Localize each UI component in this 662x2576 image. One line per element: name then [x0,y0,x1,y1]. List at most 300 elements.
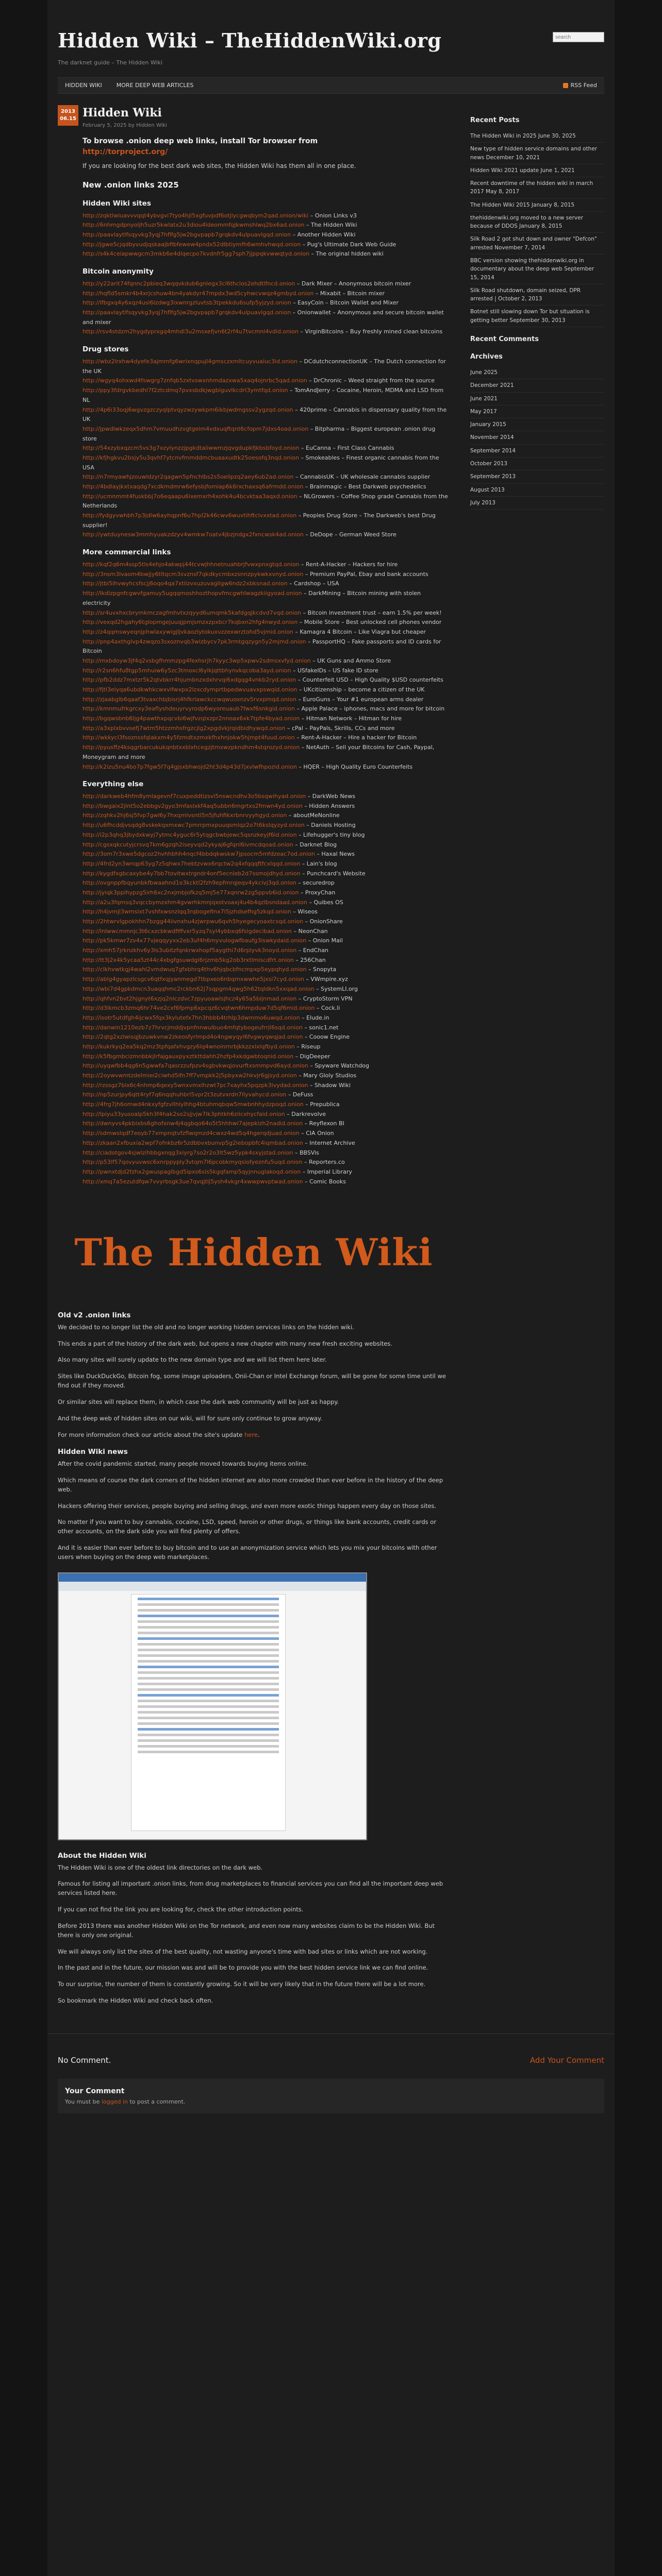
onion-link-description: – Daniels Hosting [306,822,356,829]
onion-link[interactable]: http://jgwe5cjqdbyvudjqskaajbfibfewew4pndx52dlbtiymfh6wmhvhwqd.onion [82,241,301,248]
sidebar-link[interactable]: New type of hidden service domains and other news December 10, 2021 [470,143,604,164]
update-article-link[interactable]: here [244,1431,258,1438]
onion-link-row [82,802,450,811]
heading-commercial: More commercial links [82,548,171,557]
onion-link-row [82,985,450,994]
onion-link[interactable]: http://2oywvwmtzdelmiei2ciwhd5lfn7ff7vmpkk2j5pbyxw2hkvjr6gjsyd.onion [82,1072,297,1079]
onion-link-description: – Lifehugger's tiny blog [299,831,365,838]
about-para: Before 2013 there was another Hidden Wiki on the Tor network, and even now many websites claim to be the Hidden Wiki. But there is only one original. [58,1922,435,1939]
old-links-info: For more information check our article about the site's update here. [58,1431,260,1438]
site-header [47,0,615,77]
onion-link[interactable]: http://ppy3fdrgvkbedhl7f2ztcdmq7pvxsbdkjwgblguvlkcdrl3ymtfqd.onion [82,387,288,394]
sidebar-link[interactable]: October 2013 [470,457,604,470]
onion-link-row [82,1148,450,1158]
onion-link[interactable]: http://k2izu5nu4bo7p7fgw5f7q4gjsxbhwojd2ht3d4p43d7jxvlwfhpozid.onion [82,763,297,770]
onion-link-row [82,298,450,308]
old-links-para: Or similar sites will replace them, in which case the dark web community will be just as happy. [58,1398,339,1405]
onion-link-description: – DarkWeb News [307,793,356,800]
onion-link[interactable]: http://3om7r3xwe5dgcoz2hvhhbhh4nqcf4bbdqkwskw7jpsocm5mfdzeac7od.onion [82,851,315,858]
onion-link-description: – DCdutchconnectionUK – The Dutch connection for the UK [82,358,446,375]
intro-text: If you are looking for the best dark web sites, the Hidden Wiki has them all in one place. [82,162,356,170]
search-input[interactable] [553,32,604,42]
onion-link[interactable]: http://4bdlayjkxtxaqdg7xcdkmdmrw6efysbjfomiap6k6rxchaxsq6afrmdd.onion [82,483,304,490]
onion-link[interactable]: http://ywtduynesw3mmhyuakzdzyv4wmkw7oatv4jbzjndgx2fxncwsk4ad.onion [82,531,304,538]
onion-link[interactable]: http://zqhkv2hj6sj5fvp7gwl6y7hxqmlvsntl5n5jfuhfikxrbnrvyyhgyd.onion [82,812,287,819]
onion-link[interactable]: http://darkweb4hfm8ymlagevnf7cuxpeddtizsvi5nswcndhv3o5bsqwihyad.onion [82,793,306,800]
onion-link-description: – EndChan [298,947,329,954]
onion-link[interactable]: http://h4jvmjl3wmslxt7vshfxwsnzlqq3rqbogefinx7l5jzhdsefhg5zkqd.onion [82,908,291,916]
onion-link[interactable]: http://hqfld5smkr4b4xrjcshuw4bn4yakdyr47mpdx3wd5cyhwcvwqz4gmbyd.onion [82,290,314,297]
onion-link-row [82,386,450,405]
tor-lead-text: To browse .onion deep web links, install Tor browser from [82,137,318,145]
onion-link[interactable]: http://xmq7a5ezutdfqw7vvyrbsgk3ue7qvqjtlj5ysh4vkgr4xwwpwvptwad.onion [82,1178,303,1185]
onion-link[interactable]: http://vexqd2hgahy6tglopmgejuuqjpmjsmzxzpxbcr7kqbxn2hfg4nwyd.onion [82,619,298,626]
onion-link-description: – Shadow Wiki [309,1081,351,1089]
onion-link[interactable]: http://tt3j2x4k5ycaa5zt44c4xbgfgsuwdgi6rjzmb5kg2ob3rxtlmiscdfrt.onion [82,956,294,963]
onion-link-row [82,792,450,802]
onion-link[interactable]: http://bwgaix2jlnt5o2ebbgv2gyo3mfaslxkf4aq5ubbn6mgrtxs2fmwn4yd.onion [82,802,303,809]
onion-link-row [82,279,450,289]
onion-link-description: – Rent-A-Hacker – Hackers for hire [301,561,398,568]
onion-link-description: – Another Hidden Wiki [292,231,356,239]
onion-link-description: – Rent-A-Hacker – Hire a hacker for Bitcoin [296,734,417,741]
onion-link[interactable]: http://lpiyu33yusoalp5kh3f4hak2so2sjjvjw7lk3phtkh6ziicxhycfaid.onion [82,1110,285,1117]
onion-link-description: – 256Chan [295,956,326,963]
onion-link[interactable]: http://jtbi5ihvwyhcsfscjj6oqo4qa7xtiizvxuzuvagllgw6ndz2xbksnad.onion [82,580,288,587]
onion-link-row [82,618,450,628]
onion-link-row [82,327,450,337]
onion-link-row [82,637,450,656]
post-meta: February 5, 2025 by Hidden Wiki [82,123,167,129]
onion-link-row [82,1158,450,1167]
onion-link-description: – OnionShare [305,918,343,925]
onion-link-description: – Hitman Network – Hitman for hire [301,715,402,722]
onion-link-row [82,811,450,821]
sidebar-link[interactable]: Silk Road shutdown, domain seized, DPR arrested | October 2, 2013 [470,284,604,306]
onion-link[interactable]: http://kukrkyq2ea5kq2mz3tpfqafxhvgzy6lq4wnoinrnrbjkkzzxlxlqfbyd.onion [82,1043,295,1050]
onion-link[interactable]: http://rsv4stdzm2hygdyprxgq4mhdl3u2msxefjvn6t2rf4u7tvcmnl4vdid.onion [82,328,299,335]
onion-link-description: – Snopyta [308,966,337,973]
heading-everything-else: Everything else [82,780,144,789]
sidebar-link[interactable]: The Hidden Wiki in 2025 June 30, 2025 [470,130,604,143]
onion-link-description: – Pug's Ultimate Dark Web Guide [302,241,396,248]
rss-label: RSS Feed [570,82,597,89]
site-title[interactable]: Hidden Wiki – TheHiddenWiki.org [58,29,442,52]
onion-link[interactable]: http://u6fhcddjvsqdg8vskekqxmxwc7pmrrpmxpuuqsmlqz2o7t6kslqyzyd.onion [82,822,305,829]
screenshot-tabbar [59,1582,366,1591]
onion-link-row [82,946,450,956]
onion-link-description: – PassportHQ – Fake passports and ID cards for Bitcoin [82,638,441,655]
news-para: After the covid pandemic started, many people moved towards buying items online. [58,1460,308,1468]
onion-link-row [82,733,450,743]
onion-link-row [82,695,450,705]
heading-news: Hidden Wiki news [58,1448,128,1456]
onion-link-description: – The Hidden Wiki [306,222,357,229]
onion-link-description: – SystemLI.org [316,985,358,992]
onion-link-description: – Elude.in [302,1014,329,1021]
onion-link-description: – aboutMeNonline [288,812,340,819]
onion-link-row [82,628,450,637]
onion-link-description: – DeDope – German Weed Store [305,531,396,538]
onion-link[interactable]: http://ucmnmmt4fuskbbj7o6eqaapu6ixemxrh4xohk4u4bcvktaa3aqxd.onion [82,493,297,500]
onion-link[interactable]: http://2qtg2xzlwisqjbzuwkvnw2zkeosfyrlmpd4o4ngwyqyl6fvgwyqwqjad.onion [82,1033,303,1041]
onion-link-row [82,1032,450,1042]
onion-link-row [82,492,450,511]
onion-link-description: – DeFuss [288,1091,313,1098]
news-para: Hackers offering their services, people buying and selling drugs, and even more exotic things happen every day on those sites. [58,1502,437,1510]
onion-link[interactable]: http://a3xplxbvvsefj7wtm5htzzmhsfrgzcjlg2xpgdvkjrqidbidhywqd.onion [82,724,286,732]
menu-item-more-articles[interactable]: MORE DEEP WEB ARTICLES [116,82,194,89]
comments-header [47,2033,615,2066]
add-comment-link[interactable]: Add Your Comment [529,2055,604,2065]
about-para: Famous for listing all important .onion links, from drug marketplaces to financial services you can find all the important deep web services listed here. [58,1880,443,1897]
onion-link-row [82,724,450,734]
onion-link-row [82,927,450,937]
onion-link-row [82,878,450,888]
onion-link[interactable]: http://n7rmyawhjzouwldzyr2qagwn5pfnchlbs2s5oelipzq2aey6ub2ad.onion [82,473,294,481]
onion-link-row [82,211,450,221]
onion-link-description: – Quibes OS [309,899,343,906]
old-links-para: Sites like DuckDuckGo, Bitcoin fog, some image uploaders, Onii-Chan or Intel Exchange forum, will be gone for some time until we find out if they moved. [58,1372,446,1389]
post-title[interactable]: Hidden Wiki [82,106,162,120]
recent-posts-list [470,130,604,327]
onion-link-row [82,1139,450,1148]
onion-link[interactable]: http://lnlwwcmmnjc3t6cxzcbkwdfiffvxr5yzq7syl4ybbxq6fslgdecibad.onion [82,927,292,935]
onion-link-description: – ProxyChan [300,889,336,896]
onion-link-description: – DarkMining – Bitcoin mining with stolen electricity [82,590,421,606]
onion-link[interactable]: http://k5fbgmbcizmnbbkjlrfajgauxpyxztkttdahh2hzfp4xkdgwbtoqnid.onion [82,1053,294,1060]
sidebar-link[interactable]: June 2021 [470,393,604,405]
onion-link-description: – Wiseos [293,908,318,916]
onion-link-row [82,1071,450,1081]
onion-link[interactable]: http://isotr5utdfgh4ijcwx5fqx3kylutefx7hn3hbbb4trhlp3dwmmo6uwqd.onion [82,1014,300,1021]
onion-link-row [82,230,450,240]
sidebar-link[interactable]: December 2021 [470,379,604,392]
onion-link[interactable]: http://zjaabglb6qaaf3tvaxchbjbisrj4hfkrlawckccwqwuoxnzv5rvxpmqd.onion [82,696,296,703]
recent-posts-heading: Recent Posts [470,116,520,124]
onion-link-row [82,1042,450,1052]
onion-link-row [82,1100,450,1110]
about-para: If you can not find the link you are looking for, check the other introduction points. [58,1906,304,1913]
onion-link[interactable]: http://4frd2yn3wnqp63yg7z5qhwx7hebtzvwx6rqctw2q4xfqqqftfcxlqqd.onion [82,860,301,867]
onion-link-description: – CannabisUK – UK wholesale cannabis supplier [295,473,431,481]
onion-link[interactable]: http://s4k4ceiapwwgcm3mkb6e4diqecpo7kvdnfr5gg7sph7jjppqkvwwqtyd.onion [82,250,310,258]
post-date-day: 06.15 [60,115,76,122]
onion-link[interactable]: http://pfb2ddz7mxtzr5k2qtvbkrr4hjumbnzxdxhrvqi6xdgqg4vnkb2ryd.onion [82,676,296,684]
onion-link-row [82,1090,450,1100]
onion-link-row [82,1110,450,1120]
onion-link-row [82,1052,450,1062]
onion-link-description: – Haxal News [317,851,355,858]
onion-link-row [82,965,450,975]
onion-link[interactable]: http://lfbgxq4y6xqz4usl6lzdwg3ixwnrgzluvtsb3tpekkdu6sufp5yjzyd.onion [82,299,291,307]
onion-link-row [82,221,450,230]
onion-link-description: – securedrop [298,879,335,887]
onion-link-row [82,1177,450,1187]
onion-link[interactable]: http://cgsxqkcutyjcrsvq7km6gzqh2iseyvqd2ykyaj6gfqnl6ivmcdqoad.onion [82,841,293,848]
onion-link[interactable]: http://mxbdoyw3jf4q2vsbgfhmmzpg4fexhsrjh7kyyc3wp5xpwv2sdmsxvfyd.onion [82,657,311,664]
onion-link-row [82,888,450,898]
about-para: To our surprise, the number of them is constantly growing. So it will be very likely that in the future there will be a lot more. [58,1980,426,1988]
onion-link-description: – Brainmagic – Best Darkweb psychedelics [305,483,426,490]
sidebar-link[interactable]: Recent downtime of the hidden wiki in march 2017 May 8, 2017 [470,177,604,199]
onion-link-description: – Mixabit – Bitcoin mixer [315,290,385,297]
onion-link-description: – Punchcard's Website [302,870,366,877]
torproject-link[interactable]: http://torproject.org/ [82,148,168,157]
onion-link[interactable]: http://np5zurjpy6qtt4ryf7q6nqqhuhbrl5vpr2t3zutvxrdn7llyvahycd.onion [82,1091,287,1098]
onion-link-description: – TomAndJerry – Cocaine, Heroin, MDMA and LSD from NL [82,387,444,403]
onion-link[interactable]: http://d3lkmcb3zmq6hr74ve2cxf6fpmp6xpcqz6cvqtwn6hmpduw7d5qf6mid.onion [82,1005,315,1012]
onion-link[interactable]: http://4p6i33oqj6wgvzgzczyqlptvqyzwzywkpm6ikbjwdmgssv2ygzqd.onion [82,406,293,413]
onion-link[interactable]: http://54xzybxqzcm5vs3g7xzylynzzjpgkdtaiiwwmzjqvgdupkfjkbsbfoyd.onion [82,445,300,452]
onion-link-row [82,579,450,589]
onion-link[interactable]: http://bgqwsbnb6ljg4pawthxpqcvbi6wjfvzqlxzpr2nnoax6xk7tpfe4byad.onion [82,715,300,722]
onion-link[interactable]: http://danwin1210ezb7z7hrvcjmddjvpnfnnwulbuo4mfqtybogeufrrjl6sqd.onion [82,1024,303,1031]
sidebar-link[interactable]: Silk Road 2 got shut down and owner "Defcon" arrested November 7, 2014 [470,233,604,255]
onion-link-row [82,704,450,714]
onion-link[interactable]: http://kmnmufrkgrcxy3eaflyshdeuyrvyrodp6wyoreuaub7fwxf6snkgid.onion [82,705,295,713]
onion-link[interactable]: http://pwnxtdjd2fzhx2gwuspaglbgd5ipxs6sls5kgqfamp5qyjnnuglakoqd.onion [82,1168,301,1175]
onion-link-row [82,608,450,618]
onion-link-row [82,240,450,250]
onion-link-description: – Counterfeit USD – High Quality $USD counterfeits [297,676,443,684]
menu-item-hidden-wiki[interactable]: HIDDEN WIKI [65,82,102,89]
onion-link-description: – Internet Archive [305,1139,355,1146]
onion-link-row [82,956,450,965]
onion-link[interactable]: http://kygdfxgbcaxybe4y7bb7tovitwxtrgndr4onf5ecnleb2d7ssmojdhyd.onion [82,870,301,877]
onion-link[interactable]: http://wbz2lrxhw4dyefe3ajmmfg6wrixnqpujl4gmsczxmltcuyvuaiuc3id.onion [82,358,297,365]
onion-link[interactable]: http://a2u3fqmsq3vqccbymzxhm4gvwrhkmnjqxotvoaxj4u4b4qzlbsndaad.onion [82,899,307,906]
onion-link-row [82,482,450,492]
onion-link-description: – EuCanna – First Class Cannabis [301,445,394,452]
bitcoin-links-list [82,279,450,337]
onion-link-description: – HQER – High Quality Euro Counterfeits [299,763,413,770]
sidebar-link[interactable]: September 2013 [470,470,604,483]
login-link[interactable]: logged in [101,2098,128,2105]
onion-link-row [82,425,450,444]
sidebar-link[interactable]: September 2014 [470,445,604,457]
onion-link-description: – Kamagra 4 Bitcoin – Like Viagra but cheaper [295,628,426,635]
onion-link-row [82,869,450,879]
post [58,104,450,1187]
onion-link[interactable]: http://dwnyvs4pkbixbs6ghofxnw4j4qgbqo64o5t5hhhwi7ajepklzh2nadid.onion [82,1120,303,1127]
onion-link-description: – VWmpire.xyz [306,976,348,983]
onion-link-row [82,656,450,666]
onion-link[interactable]: http://sr4uvxhxcbrymkmczagfmhvtxzqyyd6umqmk5kafdgqjkcdvd7vqd.onion [82,609,302,616]
onion-link-description: – Reporters.co [304,1159,345,1166]
onion-link-description: – Hidden Answers [304,802,355,809]
heading-bitcoin: Bitcoin anonymity [82,267,154,276]
onion-link-description: – Cardshop – USA [289,580,339,587]
onion-link[interactable]: http://pnp4axthglvp4zwqzo3sxoznvqb3wizbycv7pk3rmtgqzygn5y2mjmd.onion [82,638,306,645]
onion-link-description: – Darknet Blog [295,841,337,848]
onion-link[interactable]: http://pk5kmwr7zv4x77vjeqqyyxx2eb3uf4h6myvulogwfbaufg3iswkydaid.onion [82,937,307,944]
onion-link-row [82,1013,450,1023]
onion-link[interactable]: http://fjtl3elyqa6ubdkwhkcwxvlfwxpx2lzxcdymprtbpedwvuavxpswqid.onion [82,686,297,693]
onion-link-description: – Imperial Library [302,1168,352,1175]
onion-link[interactable]: http://paavlaytlfsqyvkg3yqj7hflfg5jw2bgvpapb7grqkdv4ulpuavlgqd.onion [82,231,291,239]
onion-link[interactable]: http://sdmwslqdf7eoyb77xmpnqtvfzflwqmzd4cwxz4wd5q4hgerqdjuad.onion [82,1130,300,1137]
onion-link-row [82,1061,450,1071]
onion-link-row [82,472,450,482]
onion-link-description: – The original hidden wiki [311,250,384,258]
sidebar-link[interactable]: January 2015 [470,418,604,431]
onion-link-description: – DrChronic – Weed straight from the source [309,377,435,384]
onion-link[interactable]: http://ciadotgov4sjwlzihbbgxnqg3xiyrg7so2r2o3lt5wz5ypk4sxyjstad.onion [82,1149,293,1156]
onion-link-row [82,570,450,580]
archives-list [470,366,604,510]
onion-link-row [82,994,450,1004]
sidebar-link[interactable]: May 2017 [470,405,604,418]
news-para: And it is easier than ever before to buy bitcoin and to use an anonymization service which lets you mix your bitcoins with other users when buying on the deep web marketplaces. [58,1544,437,1561]
onion-link[interactable]: http://r2sn6hfu8tgp5mhuiw6y5zc3tmoxcl6ylkjqttbhynvkqcoba3ayd.onion [82,667,291,674]
page [47,0,615,2576]
onion-link-description: – Onion Links v3 [310,212,357,219]
sidebar-link[interactable]: Botnet still slowing down Tor but situation is getting better September 30, 2013 [470,306,604,327]
onion-link[interactable]: http://zkaan2xfbuxia2wpf7ofnkbz6r5zdbbvxbunvp5g2iebopbfc4iqmbad.onion [82,1139,303,1146]
onion-link[interactable]: http://rzssgz7blx6c4nhmp6qexy5wnxvmxlhzwt7pc7xayhx5pqzpk3ivydad.onion [82,1081,308,1089]
onion-link-description: – Onion Mail [308,937,343,944]
onion-link-description: – Prepublica [305,1101,340,1108]
rss-feed-link[interactable] [563,81,604,90]
onion-link[interactable]: http://xmh57jrknzkhv6y3ls3ubitzfqnkrwxhopf5aygthi7d6rplyvk3noyd.onion [82,947,297,954]
old-links-para: We decided to no longer list the old and no longer working hidden services links on the hidden wiki. [58,1323,354,1331]
onion-link-description: – Peoples Drug Store – The Darkweb's best Drug supplier! [82,512,436,529]
onion-link-row [82,666,450,676]
onion-link[interactable]: http://zqktlwiuavvvqqt4ybvgvi7tyo4hjl5xgfuvpdf6otjiycgwqbym2qad.onion/wiki [82,212,309,219]
onion-link[interactable]: http://wgyq4ohxwd4fswgrg7znfqb5zxtvswxnhmdazxwa5xaq4ojnrbc5qad.onion [82,377,307,384]
heading-drugs: Drug stores [82,345,129,354]
heading-about: About the Hidden Wiki [58,1851,146,1860]
onion-link[interactable]: http://wbi7d4gpkdmcn3uaqqhmc2rckbn62j7sqpgm4qwg5h62tqldkn5xxqad.onion [82,985,315,992]
heading-old-links: Old v2 .onion links [58,1311,131,1319]
onion-link-description: – Mobile Store – Best unlocked cell phones vendor [299,619,442,626]
onion-link-row [82,405,450,425]
onion-link[interactable]: http://y22arit74fqnnc2pbieq3wqqvkdub6gnlegx3cl6thclos2ehdtlfncd.onion [82,280,295,287]
post-date-year: 2013 [61,108,75,114]
onion-link-row [82,821,450,831]
onion-link[interactable]: http://i2p3qhq3jbydxkwyj7ytmc4yguc6r5ytqgcbwbjewc5qsnzkeyjf6id.onion [82,831,297,838]
onion-link[interactable]: http://clkhvwtkgj4wahl2vmdwuq7gfxbhrq4thv6hjqbcbfncmpxp5eypqhyd.onion [82,966,307,973]
onion-link-row [82,675,450,685]
onion-link[interactable]: http://jpwdlwkzeqx5dhm7vmuudhzvgtgelm4vdxuqftqnt6cfopm7jdxs4oad.onion [82,425,309,432]
onion-link[interactable]: http://ovgnppfbqyunbkfbwaahnd1e3kcktl2fzh9epfmrqjeqv4ykcivj3qd.onion [82,879,296,887]
rss-icon [563,83,568,88]
onion-link[interactable]: http://pyusffz4ksqgrbarcukukqnbtxxblxhcegzjtmxwzpkndhm4stqrozyd.onion [82,744,300,751]
onion-link-row [82,453,450,472]
onion-link-description: – BBSVis [294,1149,319,1156]
onion-link-description: – Cock.li [316,1005,340,1012]
onion-link-description: – Lain's blog [302,860,337,867]
sidebar-link[interactable]: thehiddenwiki.org moved to a new server because of DDOS January 8, 2015 [470,212,604,233]
recent-comments-heading: Recent Comments [470,335,539,343]
old-links-para: And the deep web of hidden sites on our wiki, will for sure only continue to grow anyway. [58,1414,322,1422]
old-links-para: Also many sites will surely update to the new domain type and we will list them here later. [58,1356,327,1364]
onion-link[interactable]: http://kqf2q6m4ssp5tls4ehjo4akwpj44tcvwjhhnetnuahbrjfvwxpnxgtqd.onion [82,561,300,568]
post-date-badge [58,105,78,126]
onion-link[interactable]: http://fydgyvwhbh7p3jdlw6ayhqpnf6u7hpl2k46cwv6wuvtihftclvxxtad.onion [82,512,297,519]
onion-link-description: – Smokeables – Finest organic cannabis from the USA [82,454,439,471]
onion-link-description: – cPal – PayPals, Skrills, CCs and more [287,724,395,732]
reply-text-after: to post a comment. [129,2098,186,2105]
sidebar-link[interactable]: June 2025 [470,366,604,379]
reply-title: Your Comment [65,2087,125,2096]
onion-link[interactable]: http://uyqwfbb4qg6n5gwwfa7qasrzzufpzv4sgbvkwqjovurftxsmmpvd6ayd.onion [82,1062,308,1070]
onion-link-description: – UKcitizenship – become a citizen of the UK [299,686,425,693]
news-para: No matter if you want to buy cannabis, cocaine, LSD, speed, heroin or other drugs, or things like bank accounts, credit cards or other accounts, on the dark side you will find plenty of offers. [58,1518,437,1535]
onion-link-row [82,444,450,453]
onion-link-description: – UK Guns and Ammo Store [312,657,391,664]
onion-link[interactable]: http://2htwrvlgpokhhn7bzgg44iivnxhu4zjwrpwu6qvh5hyegecyoaxtcsqd.onion [82,918,304,925]
sidebar-link[interactable]: August 2013 [470,484,604,497]
onion-link-description: – CryptoStorm VPN [298,995,353,1002]
onion-link[interactable]: http://4frg7jh6omwd4nkxyfgfzvllhlylhhg4btuhmqbqw5mwbnhhydzpoqd.onion [82,1101,304,1108]
onion-link-description: – Spyware Watchdog [310,1062,370,1070]
onion-link-row [82,714,450,724]
onion-link-row [82,530,450,540]
onion-link[interactable]: http://6nhmgdpnyoljh5uzr5kwlatx2u3diou4ldeommfqjkwmshlwq2bx6ad.onion [82,222,305,229]
about-para: We will always only list the sites of the best quality, not wasting anyone's time with bad sites or links which are not working. [58,1947,428,1955]
onion-link-description: – USfakeIDs – US fake ID store [292,667,378,674]
onion-link[interactable]: http://qhfvn2bvt2hjgnyt6xzjq2nlczdvc7zpyuoawlsjhcz4y65a5bijnmad.onion [82,995,297,1002]
reply-login-text [65,2097,597,2106]
onion-link[interactable]: http://wkkycl3fsoznssfqlakxm4y5fzmdtxzmxkfhxhnjokw5hjmpt4fuud.onion [82,734,295,741]
onion-link-description: – DigDeeper [295,1053,330,1060]
onion-link-row [82,840,450,850]
onion-link-row [82,511,450,530]
onion-link-row [82,936,450,946]
onion-link-description: – Bitpharma – Biggest european .onion drug store [82,425,436,442]
onion-link-row [82,907,450,917]
onion-link[interactable]: http://3nsm3lvaom4bwjjy6tltqcm3svznsf7qkdkycmbxzsnnzpykwkxvnyd.onion [82,570,304,578]
onion-link[interactable]: http://kfjhgkvu2bsjy5u3qvhf7ytcnvfmmddmcbuaaxudtk25oesofq3nqd.onion [82,454,300,461]
onion-link-description: – 420prime – Cannabis in dispensary quality from the UK [82,406,447,423]
onion-link[interactable]: http://z4qqmswyeqnjphwlaxywigjljvkaozlytokuxvzzexwrztohd5vjmid.onion [82,628,293,635]
onion-link[interactable]: http://ablg4gyapzlcsgcv6qtfxqjyanmegd7tbpxeo6nbqmxwwhe5jxsi7cyd.onion [82,976,304,983]
site-description: The darknet guide – The Hidden Wiki [58,59,162,66]
onion-link[interactable]: http://p53lf57qovyuvwsc6xnrppyply3vtqm7l6pcobkmyqsiofyeznfu5uqd.onion [82,1159,303,1166]
sidebar-link[interactable]: November 2014 [470,431,604,444]
onion-link-row [82,762,450,772]
sidebar-link[interactable]: BBC version showing thehiddenwiki.org in documentary about the deep web September 15, 2014 [470,255,604,284]
sidebar-link[interactable]: The Hidden Wiki 2015 January 8, 2015 [470,199,604,212]
heading-new-links: New .onion links 2025 [82,180,179,190]
onion-link-description: – Onionwallet – Anonymous and secure bitcoin wallet and mixer [82,309,444,326]
commercial-links-list [82,560,450,772]
onion-link-description: – EuroGuns – Your #1 european arms dealer [298,696,424,703]
sidebar-link[interactable]: July 2013 [470,497,604,510]
onion-link-description: – NeonChan [293,927,328,935]
onion-link-description: – Apple Palace – iphones, macs and more for bitcoin [296,705,445,713]
about-para: The Hidden Wiki is one of the oldest link directories on the dark web. [58,1863,263,1871]
onion-link-row [82,560,450,570]
onion-link-row [82,376,450,386]
drug-links-list [82,357,450,540]
onion-link[interactable]: http://jyiqk3ppihypzg5irh6xc2nxjmbjofkzq5mj5e77xqnrw2zg5ppvb6id.onion [82,889,299,896]
onion-link-description: – NetAuth – Sell your Bitcoins for Cash, Paypal, Moneygram and more [82,744,435,760]
about-para: In the past and in the future, our mission was and will be to provide you with the best hidden service link we can find online. [58,1964,428,1972]
onion-link[interactable]: http://paavlaytlfsqyvkg3yqj7hflfg5jw2bgvpapb7grqkdv4ulpuavlgqd.onion [82,309,291,316]
wiki-links-list [82,211,450,259]
sidebar-link[interactable]: Hidden Wiki 2021 update June 1, 2021 [470,164,604,177]
onion-link-description: – NLGrowers – Coffee Shop grade Cannabis from the Netherlands [82,493,448,510]
onion-link-description: – CIA Onion [301,1130,334,1137]
old-links-para: This ends a part of the history of the dark web, but opens a new chapter with many new fresh exciting websites. [58,1340,392,1347]
main-wrap [47,94,615,2013]
onion-link-description: – sonic1.net [304,1024,339,1031]
onion-link-row [82,898,450,908]
onion-link[interactable]: http://lkdlzpgnfcgwvfgamuy5ugqqmoshhozthopvfmcgwhlwagzkiigyoad.onion [82,590,302,597]
